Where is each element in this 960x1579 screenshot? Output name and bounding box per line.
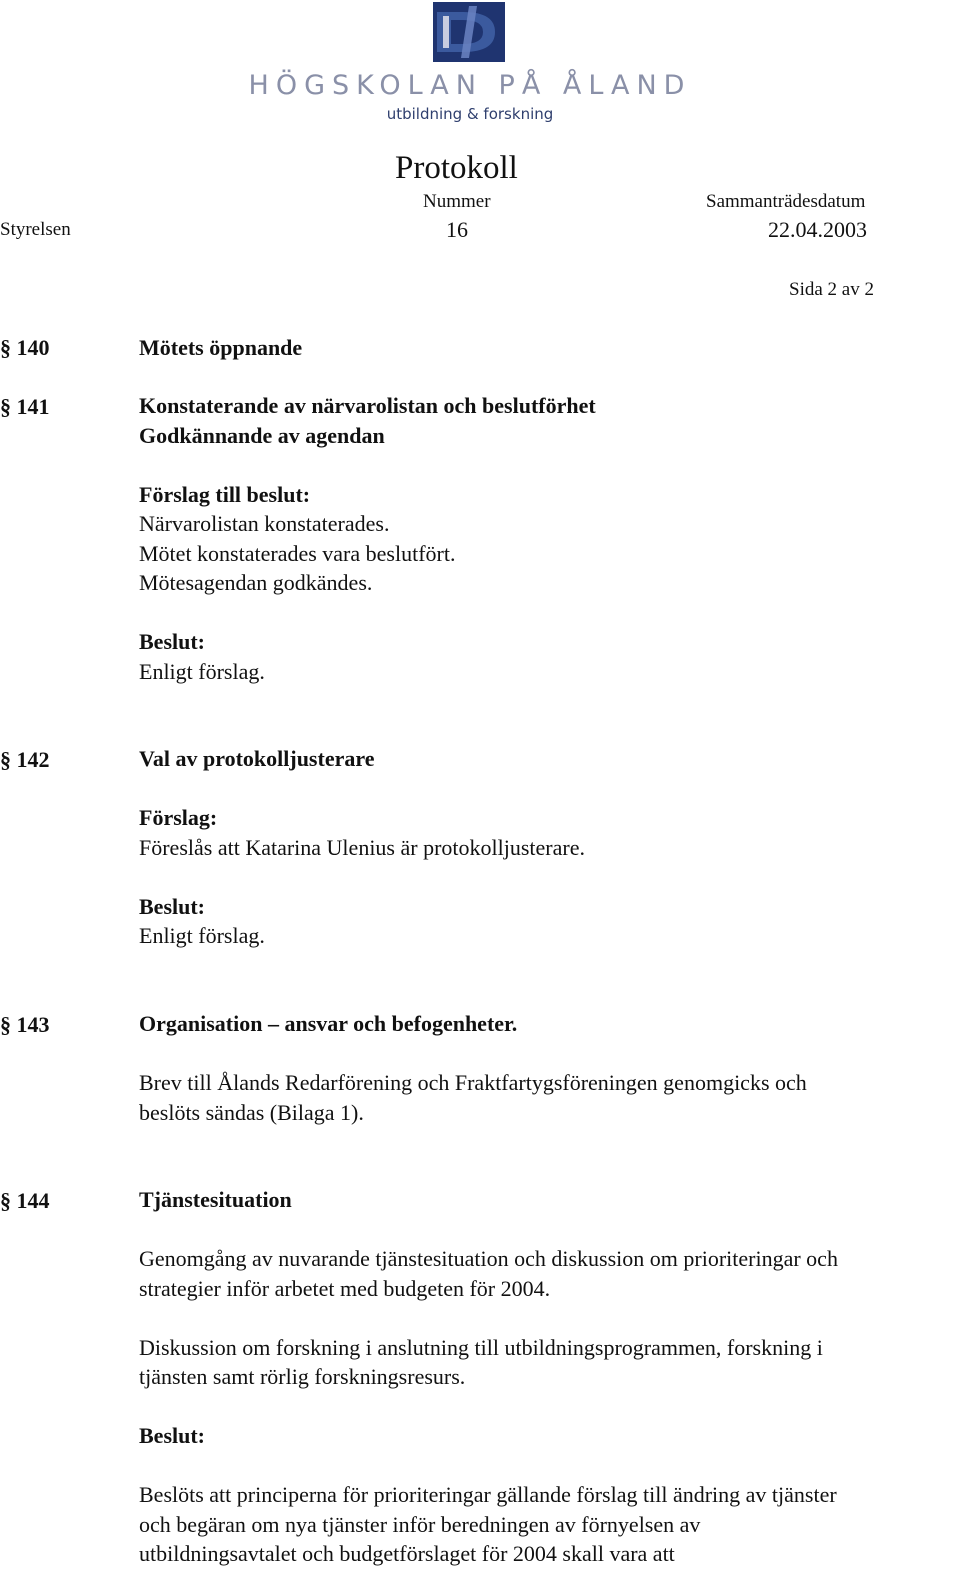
body-line: beslöts sändas (Bilaga 1). xyxy=(139,1099,364,1125)
proposal-label: Förslag: xyxy=(139,805,218,830)
body-line: tjänsten samt rörlig forskningsresurs. xyxy=(139,1364,466,1389)
section-title: Konstaterande av närvarolistan och beslutförhet xyxy=(139,393,596,418)
decision-label: Beslut: xyxy=(139,629,205,654)
decision-text: Enligt förslag. xyxy=(139,923,265,948)
section-141-content xyxy=(139,391,954,686)
section-143-content xyxy=(139,1009,954,1127)
section-number: § 144 xyxy=(0,1188,50,1213)
meeting-number: 16 xyxy=(446,217,468,242)
body-line: Diskussion om forskning i anslutning till utbildningsprogrammen, forskning i xyxy=(139,1334,823,1360)
org-name: HÖGSKOLAN PÅ ÅLAND xyxy=(248,70,692,101)
school-logo-icon xyxy=(433,2,505,62)
section-number: § 143 xyxy=(0,1012,50,1037)
proposal-line: Mötesagendan godkändes. xyxy=(139,570,373,595)
section-142-content xyxy=(139,744,954,951)
section-144-content xyxy=(139,1185,954,1569)
decision-line: Beslöts att principerna för prioriteringar gällande förslag till ändring av tjänster xyxy=(139,1482,837,1507)
doc-title: Protokoll xyxy=(395,150,518,186)
decision-line: utbildningsavtalet och budgetförslaget för 2004 skall vara att xyxy=(139,1541,675,1566)
section-title: Tjänstesituation xyxy=(139,1187,292,1212)
body-line: Brev till Ålands Redarförening och Fraktfartygsföreningen genomgicks och xyxy=(139,1070,807,1095)
decision-line: och begäran om nya tjänster inför beredningen av förnyelsen av xyxy=(139,1511,701,1537)
section-title: Mötets öppnande xyxy=(139,335,303,360)
body-line: strategier inför arbetet med budgeten för 2004. xyxy=(139,1275,551,1301)
section-title: Organisation – ansvar och befogenheter. xyxy=(139,1011,518,1036)
proposal-label: Förslag till beslut: xyxy=(139,481,311,507)
page-indicator: Sida 2 av 2 xyxy=(789,279,874,300)
decision-label: Beslut: xyxy=(139,1423,205,1448)
body-line: Genomgång av nuvarande tjänstesituation och diskussion om prioriteringar och xyxy=(139,1246,838,1271)
section-number: § 141 xyxy=(0,394,50,419)
section-number: § 140 xyxy=(0,335,50,360)
number-label: Nummer xyxy=(423,191,491,212)
section-title: Val av protokolljusterare xyxy=(139,746,375,771)
proposal-line: Mötet konstaterades vara beslutfört. xyxy=(139,540,456,566)
proposal-text: Föreslås att Katarina Ulenius är protokolljusterare. xyxy=(139,834,585,860)
proposal-line: Närvarolistan konstaterades. xyxy=(139,511,390,536)
meeting-date: 22.04.2003 xyxy=(768,217,867,242)
body-name: Styrelsen xyxy=(0,219,71,240)
decision-text: Enligt förslag. xyxy=(139,658,265,684)
decision-label: Beslut: xyxy=(139,893,205,919)
section-title-2: Godkännande av agendan xyxy=(139,422,385,448)
date-label: Sammanträdesdatum xyxy=(706,191,866,212)
org-tagline: utbildning & forskning xyxy=(386,105,554,123)
section-number: § 142 xyxy=(0,747,50,772)
